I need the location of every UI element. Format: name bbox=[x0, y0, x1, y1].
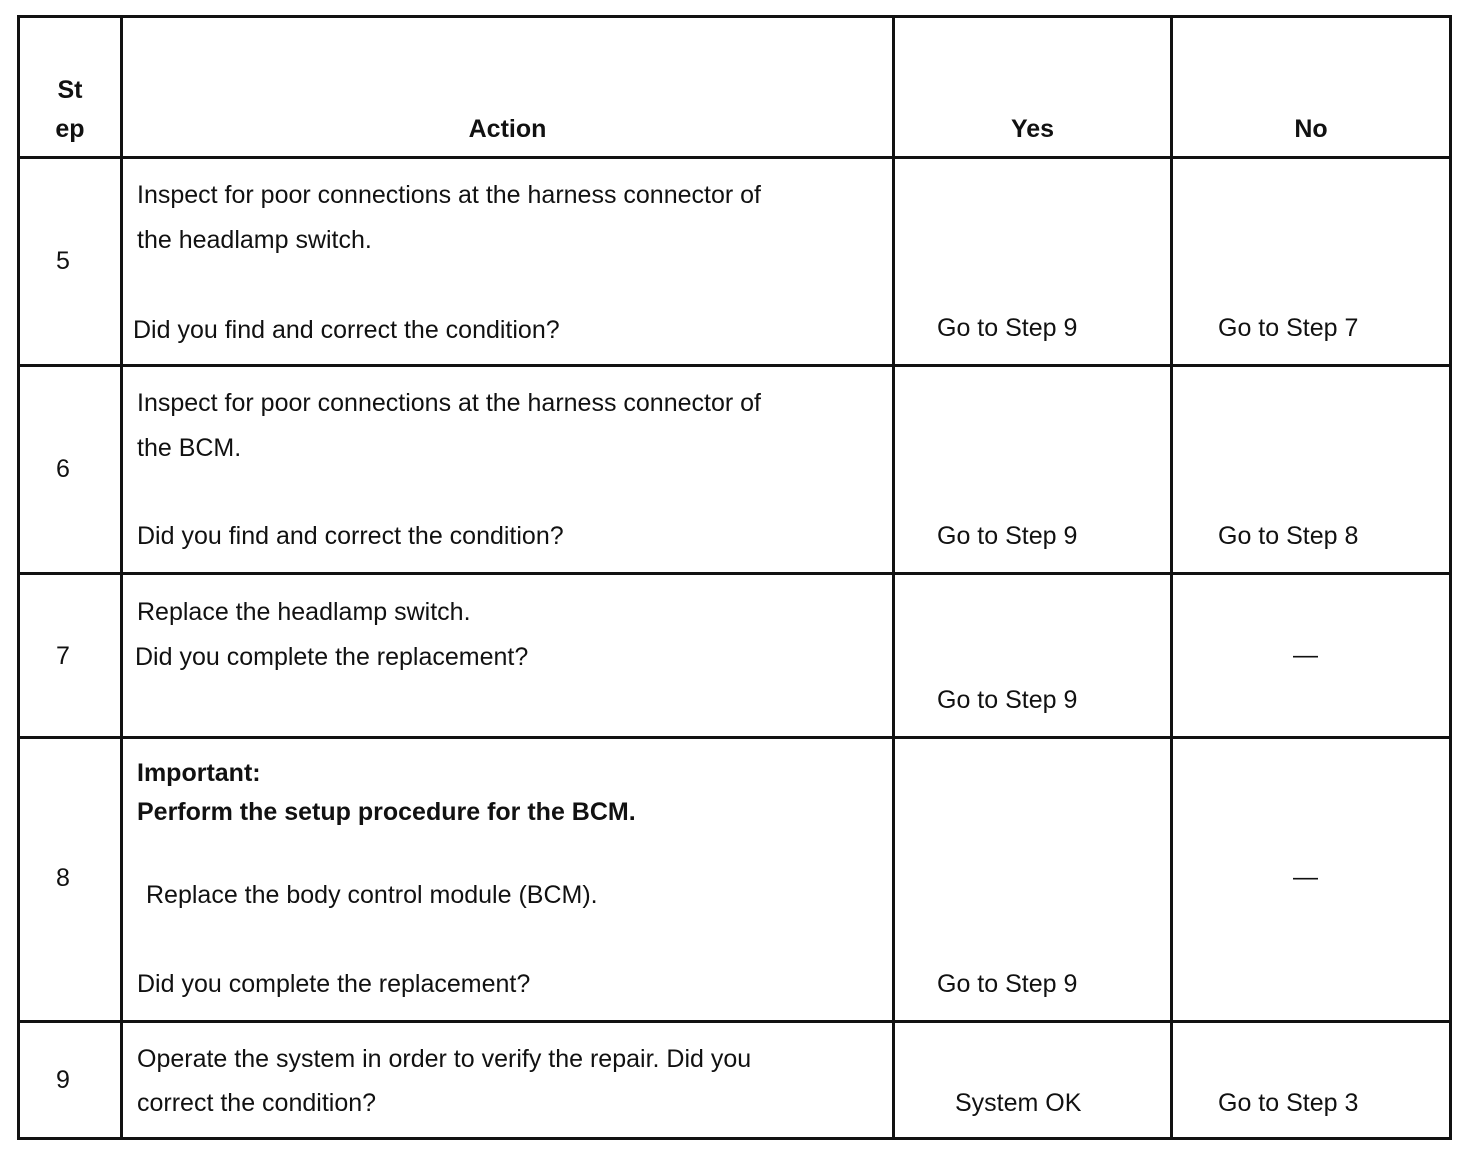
yes-result: Go to Step 9 bbox=[937, 314, 1078, 342]
important-text: Perform the setup procedure for the BCM. bbox=[137, 798, 636, 826]
action-text: Inspect for poor connections at the harness connector of bbox=[137, 389, 761, 417]
row-divider-header bbox=[20, 156, 1449, 159]
step-number: 9 bbox=[56, 1066, 70, 1094]
action-text: Operate the system in order to verify the repair. Did you bbox=[137, 1045, 752, 1073]
action-question: Did you complete the replacement? bbox=[137, 970, 531, 998]
no-result: Go to Step 8 bbox=[1218, 522, 1359, 550]
action-question: correct the condition? bbox=[137, 1089, 377, 1117]
action-question: Did you complete the replacement? bbox=[135, 643, 529, 671]
header-step-line1: St bbox=[57, 76, 83, 104]
no-result: — bbox=[1293, 641, 1318, 669]
step-number: 7 bbox=[56, 642, 70, 670]
diagnostic-table bbox=[17, 15, 1452, 1140]
row-divider-7 bbox=[20, 736, 1449, 739]
action-question: Did you find and correct the condition? bbox=[137, 522, 564, 550]
header-action: Action bbox=[468, 115, 547, 143]
action-text: the BCM. bbox=[137, 434, 242, 462]
row-divider-5 bbox=[20, 364, 1449, 367]
action-text: Replace the headlamp switch. bbox=[137, 598, 471, 626]
yes-result: Go to Step 9 bbox=[937, 522, 1078, 550]
yes-result: Go to Step 9 bbox=[937, 970, 1078, 998]
no-result: Go to Step 3 bbox=[1218, 1089, 1359, 1117]
yes-result: Go to Step 9 bbox=[937, 686, 1078, 714]
column-divider-action bbox=[892, 18, 895, 1137]
action-text: Replace the body control module (BCM). bbox=[146, 881, 598, 909]
action-text: the headlamp switch. bbox=[137, 226, 372, 254]
column-divider-step bbox=[120, 18, 123, 1137]
step-number: 6 bbox=[56, 455, 70, 483]
column-divider-yes bbox=[1170, 18, 1173, 1137]
header-no: No bbox=[1294, 115, 1328, 143]
action-question: Did you find and correct the condition? bbox=[133, 316, 560, 344]
no-result: — bbox=[1293, 863, 1318, 891]
header-step-line2: ep bbox=[55, 115, 85, 143]
no-result: Go to Step 7 bbox=[1218, 314, 1359, 342]
action-text: Inspect for poor connections at the harness connector of bbox=[137, 181, 761, 209]
step-number: 5 bbox=[56, 247, 70, 275]
step-number: 8 bbox=[56, 864, 70, 892]
important-label: Important: bbox=[137, 759, 261, 787]
yes-result: System OK bbox=[955, 1089, 1082, 1117]
header-yes: Yes bbox=[1010, 115, 1055, 143]
row-divider-8 bbox=[20, 1020, 1449, 1023]
row-divider-6 bbox=[20, 572, 1449, 575]
